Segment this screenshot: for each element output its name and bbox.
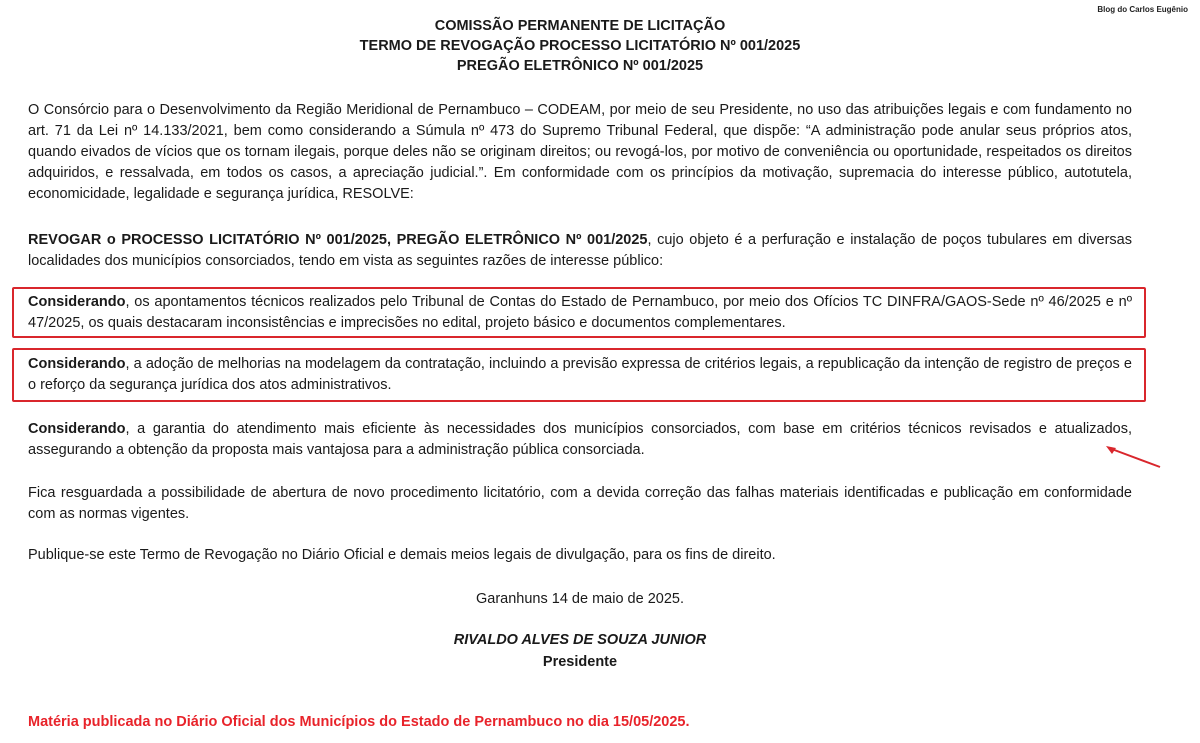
header-auction-number: PREGÃO ELETRÔNICO Nº 001/2025 <box>456 58 704 74</box>
resolve-paragraph <box>28 230 1132 272</box>
place-date: Garanhuns 14 de maio de 2025. <box>476 591 684 607</box>
consideration-3-bold: Considerando <box>28 421 126 437</box>
consideration-3-text: , a garantia do atendimento mais eficiente às necessidades dos municípios consorciados, com base em critérios técnicos revisados e atualizados, assegurando a obtenção da proposta mais vantajosa para a administração pública consorciada. <box>28 421 1132 458</box>
header-commission: COMISSÃO PERMANENTE DE LICITAÇÃO <box>434 18 726 34</box>
consideration-2-text: , a adoção de melhorias na modelagem da contratação, incluindo a previsão expressa de critérios legais, a republicação da intenção de registro de preços e o reforço da segurança jurídica dos atos administrativos. <box>28 356 1132 393</box>
consideration-1 <box>28 292 1132 334</box>
consideration-1-text: , os apontamentos técnicos realizados pelo Tribunal de Contas do Estado de Pernambuco, por meio dos Ofícios TC DINFRA/GAOS-Sede nº 46/2025 e nº 47/2025, os quais destacaram inconsistências e imprecisões no edital, projeto básico e documentos complementares. <box>28 294 1132 331</box>
consideration-2-bold: Considerando <box>28 356 126 372</box>
resolve-text: , cujo objeto é a perfuração e instalação de poços tubulares em diversas localidades dos municípios consorciados, tendo em vista as seguintes razões de interesse público: <box>28 232 1132 269</box>
reopening-paragraph: Fica resguardada a possibilidade de abertura de novo procedimento licitatório, com a devida correção das falhas materiais identificadas e publicação em conformidade com as normas vigentes. <box>28 485 1132 522</box>
consideration-3 <box>28 419 1132 461</box>
document-header <box>0 16 1160 76</box>
header-term-title: TERMO DE REVOGAÇÃO PROCESSO LICITATÓRIO Nº 001/2025 <box>359 38 801 54</box>
red-arrow-icon <box>1100 440 1165 472</box>
consideration-1-bold: Considerando <box>28 294 126 310</box>
publish-paragraph: Publique-se este Termo de Revogação no Diário Oficial e demais meios legais de divulgação, para os fins de direito. <box>28 547 776 563</box>
publication-note: Matéria publicada no Diário Oficial dos Municípios do Estado de Pernambuco no dia 15/05/2025. <box>28 714 690 730</box>
watermark: Blog do Carlos Eugênio <box>1097 5 1188 14</box>
resolve-bold: REVOGAR o PROCESSO LICITATÓRIO Nº 001/2025, PREGÃO ELETRÔNICO Nº 001/2025 <box>28 232 648 248</box>
signatory-role: Presidente <box>542 654 618 670</box>
consideration-2 <box>28 354 1132 396</box>
intro-paragraph: O Consórcio para o Desenvolvimento da Região Meridional de Pernambuco – CODEAM, por meio de seu Presidente, no uso das atribuições legais e com fundamento no art. 71 da Lei nº 14.133/2021, bem como considerando a Súmula nº 473 do Supremo Tribunal Federal, que dispõe: “A administração pode anular seus próprios atos, quando eivados de vícios que os tornam ilegais, porque deles não se originam direitos; ou revogá-los, por motivo de conveniência ou oportunidade, respeitados os direitos adquiridos, e ressalvada, em todos os casos, a apreciação judicial.”. Em conformidade com os princípios da motivação, supremacia do interesse público, autotutela, economicidade, legalidade e segurança jurídica, RESOLVE: <box>28 102 1132 202</box>
signatory-name: RIVALDO ALVES DE SOUZA JUNIOR <box>453 632 707 648</box>
